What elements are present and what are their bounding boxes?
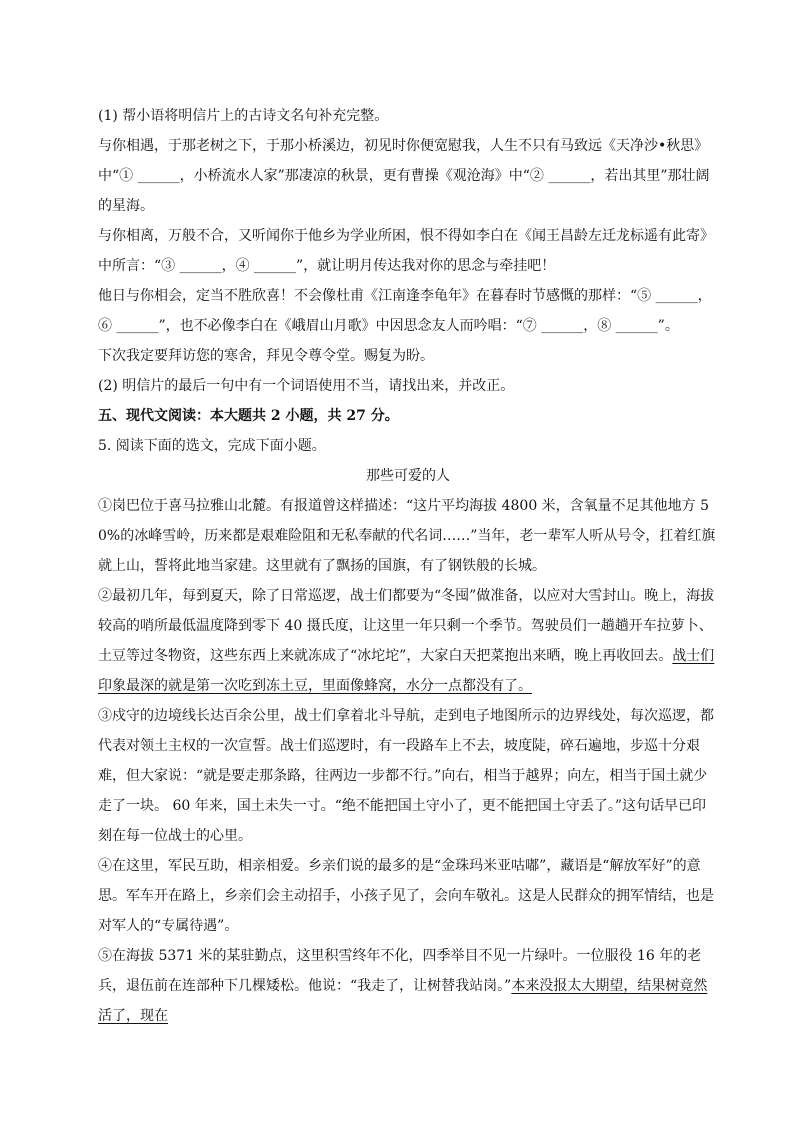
- underlined-sentence-1: 战士们印象最深的就是第一次吃到冻土豆，里面像蜂窝，水分一点都没有了。: [98, 648, 715, 694]
- postcard-paragraph-3: 他日与你相会，定当不胜欣喜！不会像杜甫《江南逢李龟年》在暮春时节感慨的那样：“⑤ ______，⑥ ______”，也不必像李白在《峨眉山月歌》中因思念友人而吟唱：“⑦ ______，⑧ ______”。: [98, 288, 712, 334]
- question-2-prompt: (2) 明信片的最后一句中有一个词语使用不当，请找出来，并改正。: [98, 378, 515, 394]
- paragraph-2-text: ②最初几年，每到夏天，除了日常巡逻，战士们都要为“冬囤”做准备，以应对大雪封山。晚上，海拔较高的哨所最低温度降到零下 40 摄氏度，让这里一年只剩一个季节。驾驶员们一趟趟开车拉萝卜、土豆等过冬物资，这些东西上来就冻成了“冰坨坨”，大家白天把菜抱出来晒，晚上再收回去。: [98, 588, 715, 664]
- postcard-paragraph-1: 与你相遇，于那老树之下，于那小桥溪边，初见时你便宽慰我，人生不只有马致远《天净沙•秋思》中“① ______，小桥流水人家”那凄凉的秋景，更有曹操《观沧海》中“② ______，若出其里”那壮阔的星海。: [98, 138, 710, 214]
- postcard-paragraph-2: 与你相离，万般不合，又听闻你于他乡为学业所困，恨不得如李白在《闻王昌龄左迁龙标遥有此寄》中所言：“③ ______，④ ______”，就让明月传达我对你的思念与牵挂吧！: [98, 228, 714, 274]
- article-paragraph-4: ④在这里，军民互助，相亲相爱。乡亲们说的最多的是“金珠玛米亚咕嘟”，藏语是“解放军好”的意思。军车开在路上，乡亲们会主动招手，小孩子见了，会向车敬礼。这是人民群众的拥军情结，也是对军人的“专属待遇”。: [98, 858, 714, 934]
- article-paragraph-1: ①岗巴位于喜马拉雅山北麓。有报道曾这样描述：“这片平均海拔 4800 米，含氧量不足其他地方 50%的冰峰雪岭，历来都是艰难险阻和无私奉献的代名词……”当年，老一辈军人听从号令，扛着红旗就上山，誓将此地当家建。这里就有了飘扬的国旗，有了钢铁般的长城。: [98, 498, 716, 574]
- question-5-instruction: 5. 阅读下面的选文，完成下面小题。: [98, 438, 326, 454]
- article-paragraph-2: [98, 581, 718, 701]
- section-5-heading: 五、现代文阅读：本大题共 2 小题，共 27 分。: [98, 408, 399, 424]
- paragraph-5-text: ⑤在海拔 5371 米的某驻勤点，这里积雪终年不化，四季举目不见一片绿叶。一位服役 16 年的老兵，退伍前在连部种下几棵矮松。他说：“我走了，让树替我站岗。”: [98, 948, 702, 994]
- underlined-sentence-2: 本来没报太大期望，结果树竟然活了，现在: [98, 978, 708, 1024]
- article-title: 那些可爱的人: [366, 468, 450, 484]
- article-paragraph-5: [98, 941, 718, 1031]
- article-paragraph-3: ③戍守的边境线长达百余公里，战士们拿着北斗导航，走到电子地图所示的边界线处，每次巡逻，都代表对领土主权的一次宣誓。战士们巡逻时，有一段路车上不去，坡度陡，碎石遍地，步巡十分艰难，但大家说：“就是要走那条路，往两边一步都不行。”向右，相当于越界；向左，相当于国土就少走了一块。 60 年来，国土未失一寸。“绝不能把国土守小了，更不能把国土守丢了。”这句话早已印刻在每一位战士的心里。: [98, 708, 714, 844]
- postcard-paragraph-4: 下次我定要拜访您的寒舍，拜见令尊令堂。赐复为盼。: [98, 348, 434, 364]
- document-body: [98, 101, 718, 1031]
- question-1-prompt: (1) 帮小语将明信片上的古诗文名句补充完整。: [98, 108, 389, 124]
